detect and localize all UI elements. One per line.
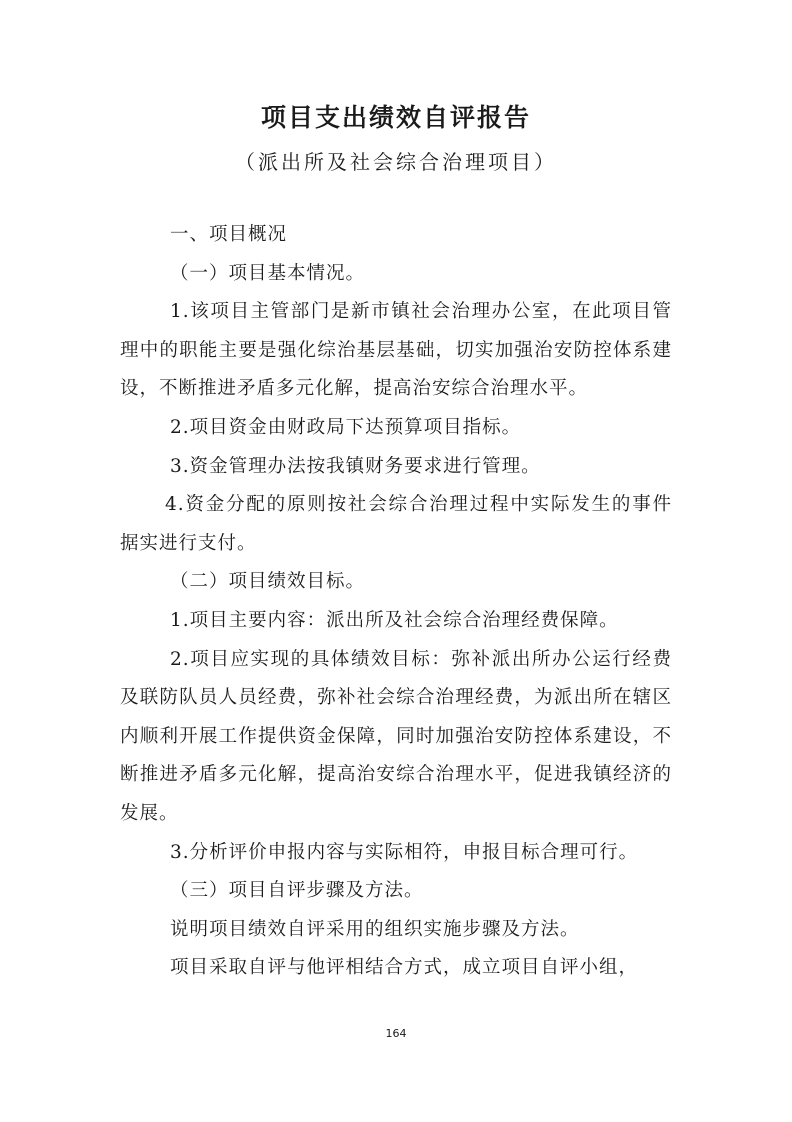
page-number: 164 <box>385 1027 407 1040</box>
paragraph: 说明项目绩效自评采用的组织实施步骤及方法。 <box>170 918 580 940</box>
subsection-heading: （三）项目自评步骤及方法。 <box>170 880 424 902</box>
paragraph: 项目采取自评与他评相结合方式，成立项目自评小组， <box>170 957 639 979</box>
paragraph: 3.资金管理办法按我镇财务要求进行管理。 <box>170 455 541 477</box>
paragraph: 4.资金分配的原则按社会综合治理过程中实际发生的事件据实进行支付。 <box>120 494 672 554</box>
page-title: 项目支出绩效自评报告 <box>260 103 531 132</box>
subsection-heading: （一）项目基本情况。 <box>170 262 366 284</box>
subsection-heading: （二）项目绩效目标。 <box>170 571 366 593</box>
paragraph: 1.该项目主管部门是新市镇社会治理办公室，在此项目管理中的职能主要是强化综治基层基础，切实加强治安防控体系建设，不断推进矛盾多元化解，提高治安综合治理水平。 <box>120 301 672 400</box>
paragraph: 2.项目应实现的具体绩效目标：弥补派出所办公运行经费及联防队员人员经费，弥补社会综合治理经费，为派出所在辖区内顺利开展工作提供资金保障，同时加强治安防控体系建设，不断推进矛盾多元化解，提高治安综合治理水平，促进我镇经济的发展。 <box>120 648 672 824</box>
section-heading: 一、项目概况 <box>170 224 288 245</box>
page-subtitle: （派出所及社会综合治理项目） <box>235 150 557 174</box>
paragraph: 1.项目主要内容：派出所及社会综合治理经费保障。 <box>170 609 619 631</box>
document-body <box>120 216 672 988</box>
paragraph: 2.项目资金由财政局下达预算项目指标。 <box>170 416 522 438</box>
paragraph: 3.分析评价申报内容与实际相符，申报目标合理可行。 <box>170 841 639 863</box>
